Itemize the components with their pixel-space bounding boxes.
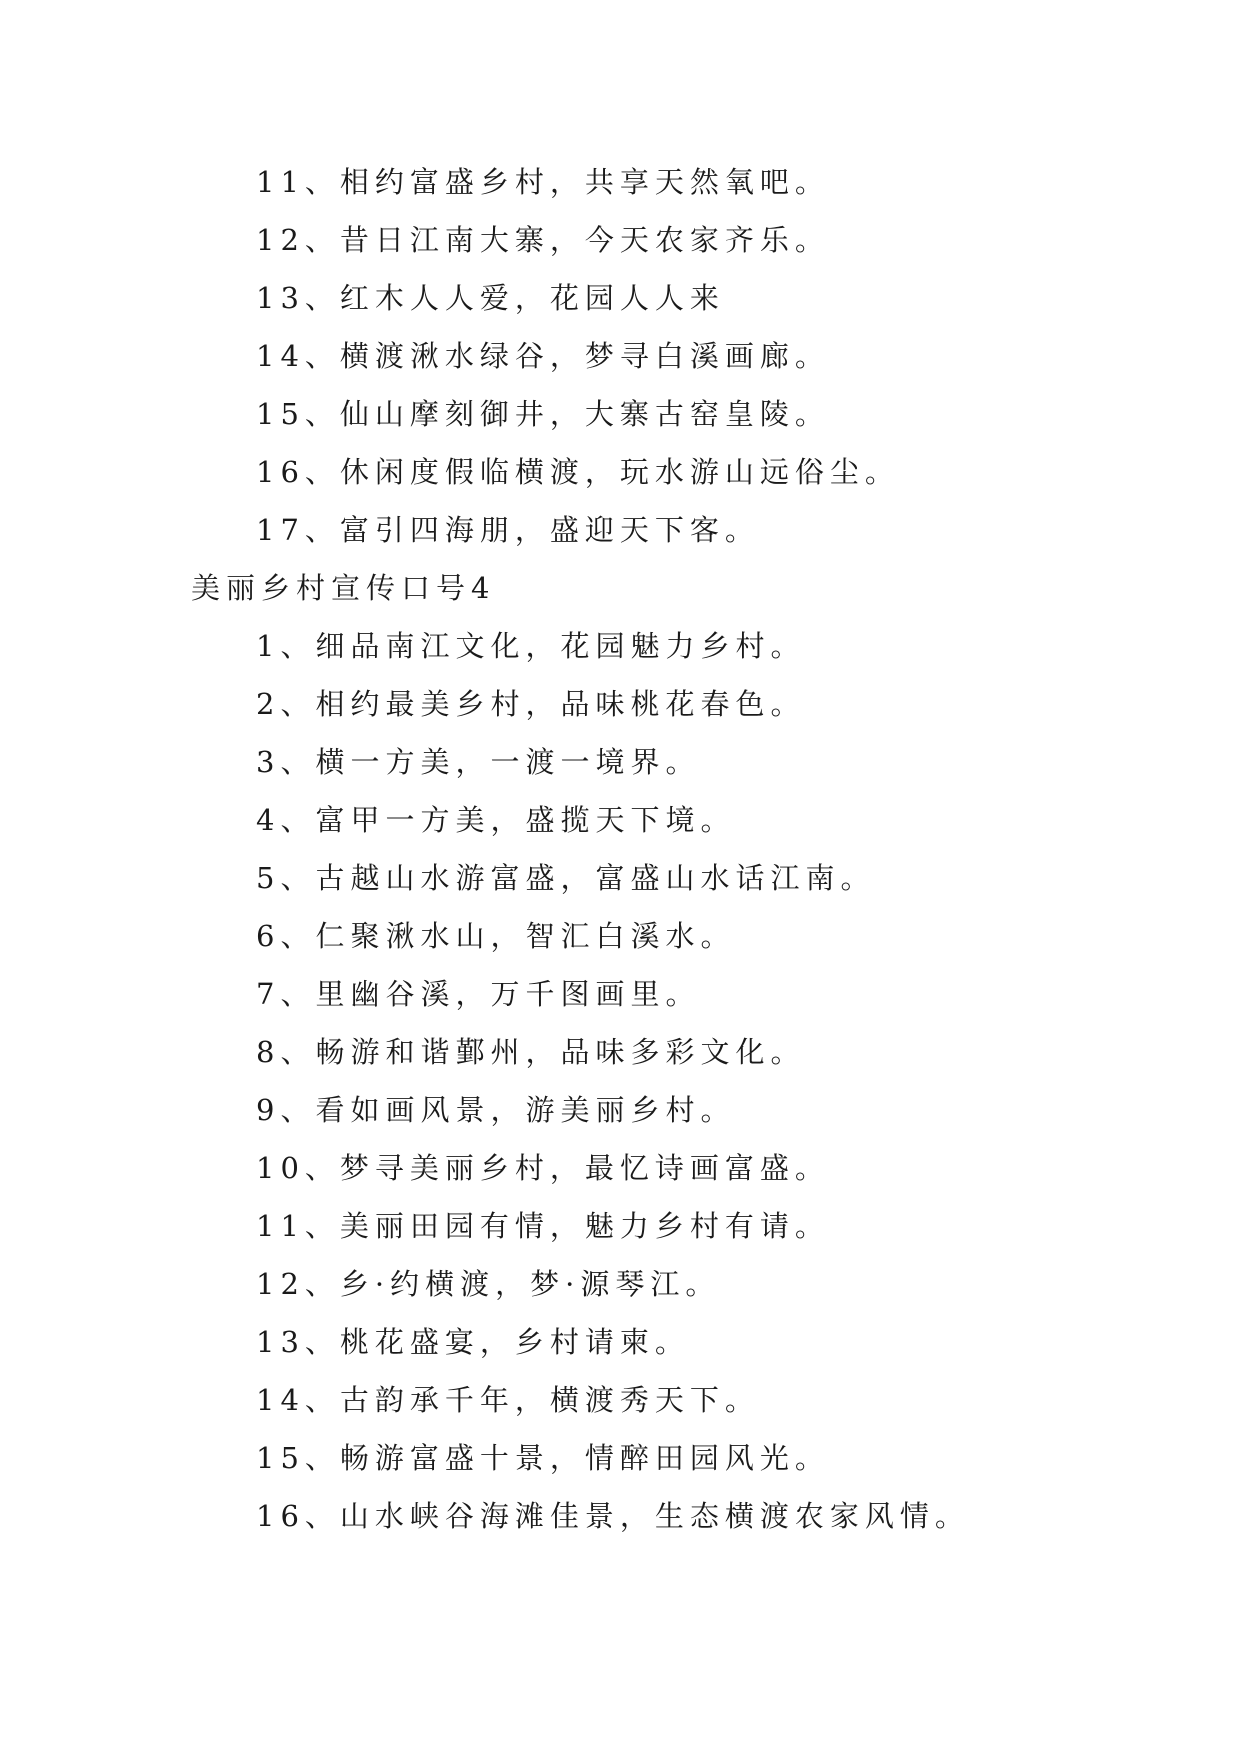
- list-item: 4、富甲一方美，盛揽天下境。: [256, 803, 736, 837]
- list-item: 1、细品南江文化，花园魅力乡村。: [256, 629, 806, 663]
- list-item: 9、看如画风景，游美丽乡村。: [256, 1093, 736, 1127]
- list-item: 5、古越山水游富盛，富盛山水话江南。: [256, 861, 876, 895]
- list-item: 11、相约富盛乡村，共享天然氧吧。: [256, 165, 830, 199]
- list-item: 10、梦寻美丽乡村，最忆诗画富盛。: [256, 1151, 830, 1185]
- list-item: 14、横渡湫水绿谷，梦寻白溪画廊。: [256, 339, 830, 373]
- list-item: 17、富引四海朋，盛迎天下客。: [256, 513, 760, 547]
- list-item: 11、美丽田园有情，魅力乡村有请。: [256, 1209, 830, 1243]
- list-item: 7、里幽谷溪，万千图画里。: [256, 977, 701, 1011]
- list-item: 12、乡·约横渡，梦·源琴江。: [256, 1267, 721, 1301]
- list-item: 6、仁聚湫水山，智汇白溪水。: [256, 919, 736, 953]
- list-item: 12、昔日江南大寨，今天农家齐乐。: [256, 223, 830, 257]
- list-item: 13、红木人人爱，花园人人来: [256, 281, 725, 315]
- list-item: 8、畅游和谐鄞州，品味多彩文化。: [256, 1035, 806, 1069]
- list-item: 15、畅游富盛十景，情醉田园风光。: [256, 1441, 830, 1475]
- list-item: 15、仙山摩刻御井，大寨古窑皇陵。: [256, 397, 830, 431]
- list-item: 16、山水峡谷海滩佳景，生态横渡农家风情。: [256, 1499, 970, 1533]
- document-body: [0, 153, 1241, 1545]
- section-heading: 美丽乡村宣传口号4: [191, 571, 496, 605]
- list-item: 13、桃花盛宴，乡村请柬。: [256, 1325, 690, 1359]
- list-item: 3、横一方美，一渡一境界。: [256, 745, 701, 779]
- list-item: 2、相约最美乡村，品味桃花春色。: [256, 687, 806, 721]
- list-item: 14、古韵承千年，横渡秀天下。: [256, 1383, 760, 1417]
- list-item: 16、休闲度假临横渡，玩水游山远俗尘。: [256, 455, 900, 489]
